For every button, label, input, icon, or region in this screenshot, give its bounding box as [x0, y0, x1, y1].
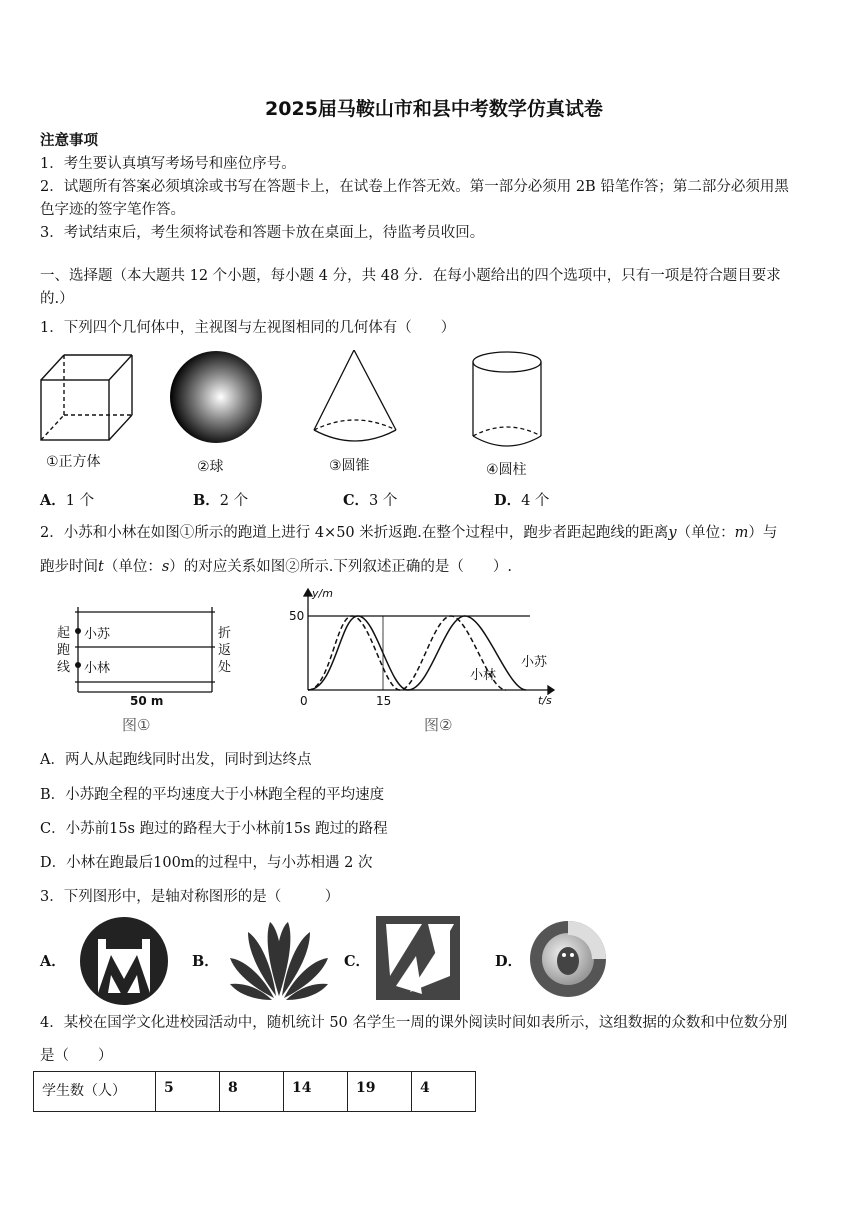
- q1-option-d: D．4 个: [494, 492, 550, 509]
- section-heading-cont: 的.）: [40, 291, 74, 307]
- cube-icon: [41, 355, 132, 440]
- q3-option-a-label: A．: [40, 953, 66, 970]
- notice-item: 色字迹的签字笔作答。: [40, 202, 185, 218]
- q2-option-c: C．小苏前15s 跑过的路程大于小林前15s 跑过的路程: [40, 821, 388, 837]
- q4-stem-line1: 4．某校在国学文化进校园活动中，随机统计 50 名学生一周的课外阅读时间如表所示，这组数据的众数和中位数分别: [40, 1015, 788, 1031]
- q2-distance-graph: [290, 586, 560, 716]
- graph-y-axis-label: y/m: [312, 587, 333, 600]
- section-heading: 一、选择题（本大题共 12 个小题，每小题 4 分，共 48 分．在每小题给出的四个选项中，只有一项是符合题目要求: [40, 268, 781, 284]
- lane-label-xiaosu: 小苏: [84, 627, 111, 642]
- penguin-logo-icon: [528, 917, 608, 1001]
- table-cell: 5: [156, 1072, 220, 1112]
- table-cell: 19: [348, 1072, 412, 1112]
- graph-x-axis-label: t/s: [538, 694, 552, 707]
- huawei-petal-logo-icon: [226, 918, 332, 1000]
- sphere-icon: [170, 351, 262, 443]
- graph-y-tick: 50: [289, 609, 305, 623]
- q1-caption-sphere: ②球: [197, 459, 224, 475]
- q2-stem-line1: 2．小苏和小林在如图①所示的跑道上进行 4×50 米折返跑.在整个过程中，跑步者距起跑线的距离y（单位：m）与: [40, 525, 778, 541]
- notice-item: 1．考生要认真填写考场号和座位序号。: [40, 156, 296, 172]
- q3-option-b-label: B．: [192, 953, 219, 970]
- metro-logo-icon: [78, 915, 170, 1007]
- table-row-header: 学生数（人）: [34, 1072, 156, 1112]
- q3-option-c-label: C．: [344, 953, 371, 970]
- q3-option-d-label: D．: [495, 953, 523, 970]
- table-cell: 8: [220, 1072, 284, 1112]
- q2-option-d: D．小林在跑最后100m的过程中，与小苏相遇 2 次: [40, 855, 373, 871]
- notice-item: 2．试题所有答案必须填涂或书写在答题卡上，在试卷上作答无效。第一部分必须用 2B 铅笔作答；第二部分必须用黑: [40, 179, 789, 195]
- q1-solids-figure: [36, 350, 556, 450]
- notice-item: 3．考试结束后，考生须将试卷和答题卡放在桌面上，待监考员收回。: [40, 225, 485, 241]
- graph-x-tick: 15: [376, 694, 392, 708]
- q2-stem-line2: 跑步时间t（单位：s）的对应关系如图②所示.下列叙述正确的是（ ）.: [40, 559, 512, 575]
- track-width-label: 50 m: [130, 694, 164, 708]
- q2-option-a: A．两人从起跑线同时出发，同时到达终点: [40, 752, 312, 768]
- start-line-label: 起跑线: [57, 626, 71, 675]
- reading-time-table: [33, 1071, 476, 1112]
- q1-option-c: C．3 个: [343, 492, 398, 509]
- cone-icon: [314, 350, 396, 441]
- figure-2-caption: 图②: [424, 716, 453, 734]
- figure-1-caption: 图①: [122, 716, 151, 734]
- geometric-triangles-icon: [376, 916, 460, 1000]
- series-label-xiaosu: 小苏: [521, 655, 548, 670]
- cylinder-icon: [473, 352, 541, 446]
- q1-caption-cube: ①正方体: [46, 454, 101, 470]
- page-title: 2025届马鞍山市和县中考数学仿真试卷: [265, 98, 603, 120]
- lane-label-xiaolin: 小林: [84, 661, 111, 676]
- table-cell: 4: [412, 1072, 476, 1112]
- q1-caption-cone: ③圆锥: [329, 458, 370, 474]
- table-row: [34, 1072, 476, 1112]
- q1-stem: 1．下列四个几何体中，主视图与左视图相同的几何体有（ ）: [40, 320, 456, 336]
- q1-option-b: B．2 个: [193, 492, 249, 509]
- notice-heading: 注意事项: [40, 133, 98, 149]
- q1-option-a: A．1 个: [40, 492, 95, 509]
- q2-option-b: B．小苏跑全程的平均速度大于小林跑全程的平均速度: [40, 787, 385, 803]
- graph-origin: 0: [300, 694, 308, 708]
- turnaround-label: 折返处: [218, 626, 232, 675]
- series-label-xiaolin: 小林: [470, 668, 497, 683]
- table-cell: 14: [284, 1072, 348, 1112]
- q3-stem: 3．下列图形中，是轴对称图形的是（ ）: [40, 889, 340, 905]
- q1-caption-cylinder: ④圆柱: [486, 462, 527, 478]
- q4-stem-line2: 是（ ）: [40, 1048, 113, 1064]
